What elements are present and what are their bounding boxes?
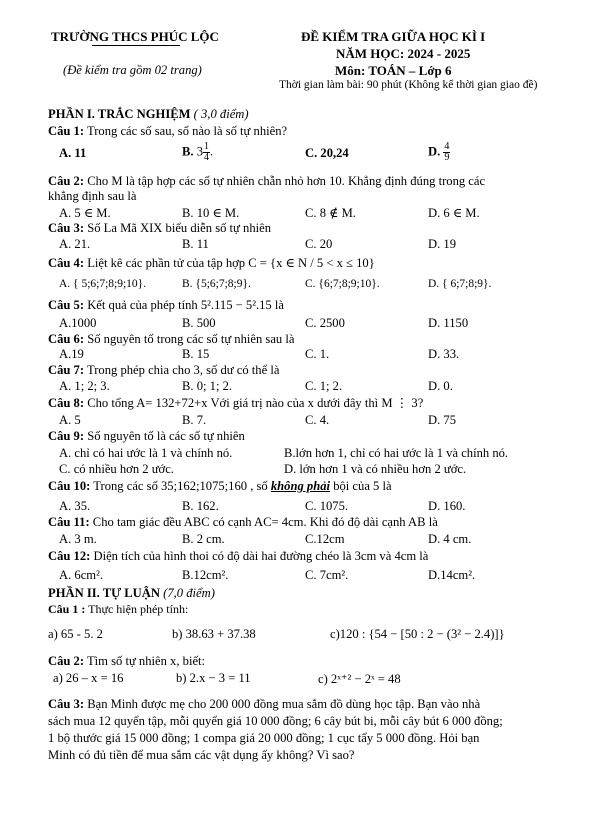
q11-option-c[interactable]: C.12cm	[305, 532, 345, 546]
q12-label: Câu 12:	[48, 549, 91, 563]
question-8	[48, 396, 568, 411]
pages-note: (Đề kiểm tra gồm 02 trang)	[63, 63, 202, 77]
q9-option-d[interactable]: D. lớn hơn 1 và có nhiều hơn 2 ước.	[284, 462, 467, 476]
q1-b-prefix: B.	[182, 144, 194, 159]
q3-option-a[interactable]: A. 21.	[59, 237, 91, 251]
q3-option-b[interactable]: B. 11	[182, 237, 209, 251]
q3-options	[59, 237, 579, 252]
e3-line3: 1 bộ thước giá 15 000 đồng; 1 compa giá 20 000 đồng; 1 cục tẩy 5 000 đồng. Hỏi bạn	[48, 731, 480, 745]
q4-option-d[interactable]: D. { 6;7;8;9}.	[428, 278, 492, 290]
q5-option-a[interactable]: A.1000	[59, 316, 97, 330]
q2-label: Câu 2:	[48, 174, 85, 188]
exam-time: Thời gian làm bài: 90 phút (Không kể thời gian giao đề)	[279, 79, 538, 91]
q1-d-numerator: 4	[444, 141, 450, 152]
question-5	[48, 298, 568, 313]
q8-label: Câu 8:	[48, 396, 85, 410]
q9-option-a[interactable]: A. chỉ có hai ước là 1 và chính nó.	[59, 446, 233, 460]
part2-heading	[48, 586, 215, 601]
q9-text: Số nguyên tố là các số tự nhiên	[87, 429, 245, 443]
part2-title: PHẦN II. TỰ LUẬN	[48, 586, 160, 600]
q9-option-b[interactable]: B.lớn hơn 1, chỉ có hai ước là 1 và chính nó.	[284, 446, 509, 460]
q1-b-fraction	[203, 142, 210, 163]
q1-option-c[interactable]: C. 20,24	[305, 146, 349, 160]
question-11	[48, 515, 568, 530]
q7-options	[59, 379, 579, 394]
q8-option-b[interactable]: B. 7.	[182, 413, 207, 427]
q7-option-a[interactable]: A. 1; 2; 3.	[59, 379, 110, 393]
q8-text: Cho tổng A= 132+72+x Với giá trị nào của x dưới đây thì M ⋮ 3?	[87, 396, 424, 410]
question-4	[48, 256, 568, 271]
e1-text: Thực hiện phép tính:	[88, 602, 189, 616]
e3-line4: Minh có đủ tiền để mua sắm các vật dụng ấy không? Vì sao?	[48, 748, 355, 762]
q6-options	[59, 347, 579, 362]
school-underline	[92, 45, 180, 46]
q2-option-b[interactable]: B. 10 ∈ M.	[182, 206, 240, 220]
q4-option-b[interactable]: B. {5;6;7;8;9}.	[182, 278, 251, 290]
q5-option-b[interactable]: B. 500	[182, 316, 216, 330]
q2-option-a[interactable]: A. 5 ∈ M.	[59, 206, 111, 220]
q6-option-d[interactable]: D. 33.	[428, 347, 460, 361]
q12-option-a[interactable]: A. 6cm².	[59, 568, 103, 582]
q12-option-c[interactable]: C. 7cm².	[305, 568, 349, 582]
question-7	[48, 363, 568, 378]
q4-option-a[interactable]: A. { 5;6;7;8;9;10}.	[59, 278, 147, 290]
q8-option-c[interactable]: C. 4.	[305, 413, 330, 427]
q3-text: Số La Mã XIX biểu diễn số tự nhiên	[87, 221, 272, 235]
e1-label: Câu 1 :	[48, 602, 86, 616]
q10-option-d[interactable]: D. 160.	[428, 499, 466, 513]
question-10	[48, 479, 568, 494]
q10-emphasis: không phải	[270, 479, 331, 493]
q11-label: Câu 11:	[48, 515, 90, 529]
exam-title: ĐỀ KIỂM TRA GIỮA HỌC KÌ I	[301, 29, 486, 44]
q7-option-c[interactable]: C. 1; 2.	[305, 379, 343, 393]
q2-option-d[interactable]: D. 6 ∈ M.	[428, 206, 480, 220]
q11-option-d[interactable]: D. 4 cm.	[428, 532, 472, 546]
q7-label: Câu 7:	[48, 363, 85, 377]
q2-line1: Cho M là tập hợp các số tự nhiên chẵn nhỏ hơn 10. Khẳng định đúng trong các	[87, 174, 486, 188]
part1-score: ( 3,0 điểm)	[193, 107, 249, 121]
q7-text: Trong phép chia cho 3, số dư có thể là	[86, 363, 280, 377]
q1-b-denominator: 4	[204, 152, 210, 163]
q12-options	[59, 568, 579, 583]
e3-label: Câu 3:	[48, 697, 85, 711]
essay-1	[48, 602, 568, 617]
q7-option-b[interactable]: B. 0; 1; 2.	[182, 379, 233, 393]
q1-option-d[interactable]	[428, 142, 450, 163]
q10-options	[59, 499, 579, 514]
part1-title: PHẦN I. TRẮC NGHIỆM	[48, 107, 191, 121]
e3-line1: Bạn Minh được mẹ cho 200 000 đồng mua sắm đồ dùng học tập. Bạn vào nhà	[87, 697, 481, 711]
school-year: NĂM HỌC: 2024 - 2025	[336, 46, 471, 61]
e1-part-a: a) 65 - 5. 2	[48, 627, 103, 641]
q1-d-fraction	[443, 142, 450, 163]
q5-label: Câu 5:	[48, 298, 85, 312]
question-2	[48, 174, 568, 189]
q10-option-a[interactable]: A. 35.	[59, 499, 91, 513]
q9-label: Câu 9:	[48, 429, 85, 443]
q1-b-integer: 3	[196, 144, 204, 159]
question-12	[48, 549, 568, 564]
q5-options	[59, 316, 579, 331]
question-1	[48, 124, 568, 139]
q2-options	[59, 205, 579, 220]
part1-heading	[48, 107, 249, 122]
q6-label: Câu 6:	[48, 332, 85, 346]
q12-text: Diện tích của hình thoi có độ dài hai đường chéo là 3cm và 4cm là	[93, 549, 429, 563]
e2-part-a: a) 26 – x = 16	[53, 671, 124, 685]
q2-option-c[interactable]: C. 8 ∉ M.	[305, 206, 356, 220]
e1-part-b: b) 38.63 + 37.38	[172, 627, 256, 641]
q1-option-b[interactable]: B. 3 $\frac{1}{4}$ .	[182, 141, 214, 163]
q1-options	[59, 141, 579, 168]
question-3	[48, 221, 568, 236]
q11-option-b[interactable]: B. 2 cm.	[182, 532, 225, 546]
q6-option-c[interactable]: C. 1.	[305, 347, 330, 361]
q4-options	[59, 278, 579, 293]
essay-2	[48, 654, 568, 669]
q8-option-a[interactable]: A. 5	[59, 413, 81, 427]
q4-text: Liệt kê các phần tử của tập hợp C = {x ∈ N / 5 < x ≤ 10}	[87, 256, 375, 270]
e1-part-c: c)120 : {54 − [50 : 2 − (3² − 2.4)]}	[330, 627, 505, 641]
q9-options-ab	[59, 446, 579, 461]
q6-option-b[interactable]: B. 15	[182, 347, 210, 361]
q12-option-b[interactable]: B.12cm².	[182, 568, 229, 582]
q11-option-a[interactable]: A. 3 m.	[59, 532, 97, 546]
question-9	[48, 429, 568, 444]
q10-option-c[interactable]: C. 1075.	[305, 499, 349, 513]
q11-options	[59, 532, 579, 547]
q1-text: Trong các số sau, số nào là số tự nhiên?	[86, 124, 288, 138]
q4-label: Câu 4:	[48, 256, 85, 270]
q5-option-c[interactable]: C. 2500	[305, 316, 345, 330]
q1-b-numerator: 1	[204, 141, 210, 152]
q12-option-d[interactable]: D.14cm².	[428, 568, 476, 582]
q5-option-d[interactable]: D. 1150	[428, 316, 469, 330]
q3-option-d[interactable]: D. 19	[428, 237, 456, 251]
q9-option-c[interactable]: C. có nhiều hơn 2 ước.	[59, 462, 174, 476]
e3-line2: sách mua 12 quyển tập, mỗi quyển giá 10 000 đồng; 6 cây bút bi, mỗi cây bút 6 000 đồng;	[48, 714, 503, 728]
q2-line2: khẳng định sau là	[48, 189, 137, 203]
e2-label: Câu 2:	[48, 654, 85, 668]
essay-3	[48, 697, 568, 712]
q1-d-prefix: D.	[428, 144, 441, 159]
subject: Môn: TOÁN – Lớp 6	[335, 63, 452, 78]
part2-score: (7,0 điểm)	[163, 586, 215, 600]
q9-options-cd	[59, 462, 579, 477]
q3-option-c[interactable]: C. 20	[305, 237, 333, 251]
q10-post: bội của 5 là	[333, 479, 392, 493]
q8-option-d[interactable]: D. 75	[428, 413, 456, 427]
q1-option-a[interactable]: A. 11	[59, 146, 87, 160]
e2-part-b: b) 2.x − 3 = 11	[176, 671, 251, 685]
q6-option-a[interactable]: A.19	[59, 347, 84, 361]
q6-text: Số nguyên tố trong các số tự nhiên sau là	[87, 332, 295, 346]
q10-pre: Trong các số 35;162;1075;160 , số	[93, 479, 268, 493]
q5-text: Kết quả của phép tính 5².115 − 5².15 là	[87, 298, 284, 312]
school-name: TRƯỜNG THCS PHÚC LỘC	[51, 29, 219, 44]
q7-option-d[interactable]: D. 0.	[428, 379, 453, 393]
e2-part-c: c) 2ˣ⁺² − 2ˣ = 48	[318, 672, 401, 686]
q11-text: Cho tam giác đều ABC có cạnh AC= 4cm. Khi đó độ dài cạnh AB là	[92, 515, 438, 529]
q3-label: Câu 3:	[48, 221, 85, 235]
question-6	[48, 332, 568, 347]
q1-label: Câu 1:	[48, 124, 85, 138]
q10-label: Câu 10:	[48, 479, 91, 493]
q1-d-denominator: 9	[444, 152, 450, 163]
q8-options	[59, 413, 579, 428]
q10-option-b[interactable]: B. 162.	[182, 499, 219, 513]
e2-text: Tìm số tự nhiên x, biết:	[86, 654, 206, 668]
q4-option-c[interactable]: C. {6;7;8;9;10}.	[305, 278, 380, 290]
